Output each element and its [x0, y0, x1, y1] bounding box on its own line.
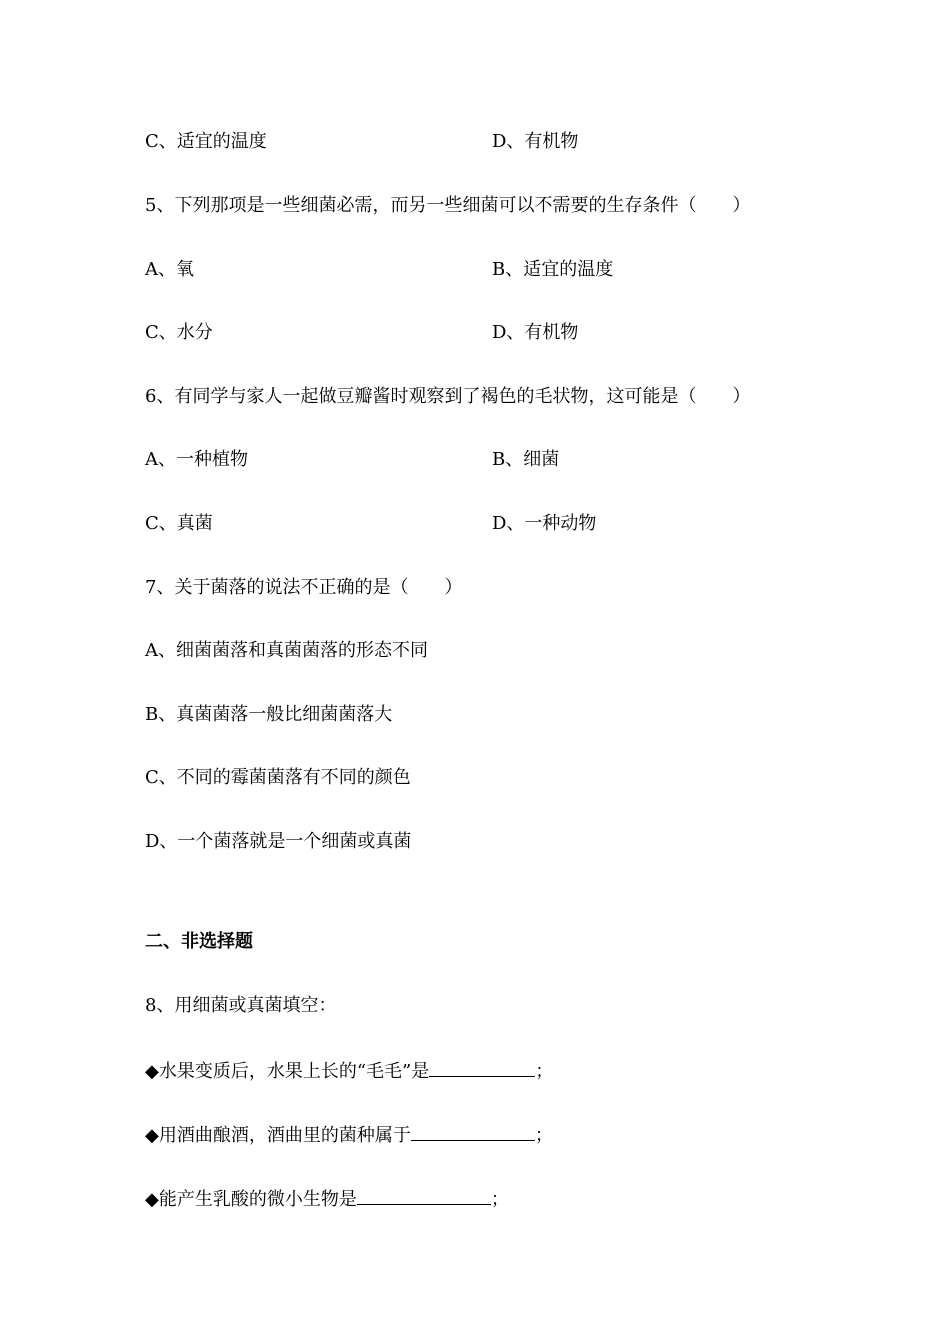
q6-option-d: D、一种动物: [492, 513, 597, 534]
q8-item-3: [145, 1186, 509, 1208]
q5-option-d: D、有机物: [492, 322, 579, 343]
q5-option-a: A、氧: [145, 259, 194, 280]
q8-item-2-blank[interactable]: [411, 1122, 535, 1141]
q8-item-3-text: ◆能产生乳酸的微小生物是: [145, 1189, 357, 1210]
q5-option-c: C、水分: [145, 322, 213, 343]
q7-option-b: B、真菌菌落一般比细菌菌落大: [145, 704, 393, 725]
section-title: 二、非选择题: [145, 931, 253, 952]
q7-stem: 7、关于菌落的说法不正确的是（ ）: [145, 577, 463, 598]
q8-item-2: [145, 1122, 553, 1144]
q5-stem: 5、下列那项是一些细菌必需，而另一些细菌可以不需要的生存条件（ ）: [145, 195, 751, 216]
q7-option-d: D、一个菌落就是一个细菌或真菌: [145, 831, 412, 852]
q8-item-3-blank[interactable]: [357, 1186, 491, 1205]
q5-option-b: B、适宜的温度: [492, 259, 614, 280]
q8-item-3-end: ；: [490, 1189, 509, 1210]
q8-stem: 8、用细菌或真菌填空：: [145, 995, 337, 1016]
q8-item-1: [145, 1058, 553, 1080]
q4-option-d: D、有机物: [492, 131, 579, 152]
q6-option-b: B、细菌: [492, 449, 560, 470]
q8-item-1-blank[interactable]: [429, 1058, 535, 1077]
q8-item-1-end: ；: [535, 1061, 554, 1082]
q6-option-c: C、真菌: [145, 513, 213, 534]
q6-stem: 6、有同学与家人一起做豆瓣酱时观察到了褐色的毛状物，这可能是（ ）: [145, 386, 751, 407]
q8-item-2-end: ；: [534, 1125, 553, 1146]
q7-option-c: C、不同的霉菌菌落有不同的颜色: [145, 767, 411, 788]
q6-option-a: A、一种植物: [145, 449, 248, 470]
q4-option-c: C、适宜的温度: [145, 131, 267, 152]
q7-option-a: A、细菌菌落和真菌菌落的形态不同: [145, 640, 428, 661]
q8-item-2-text: ◆用酒曲酿酒，酒曲里的菌种属于: [145, 1125, 411, 1146]
q8-item-1-text: ◆水果变质后，水果上长的“毛毛”是: [145, 1061, 430, 1082]
